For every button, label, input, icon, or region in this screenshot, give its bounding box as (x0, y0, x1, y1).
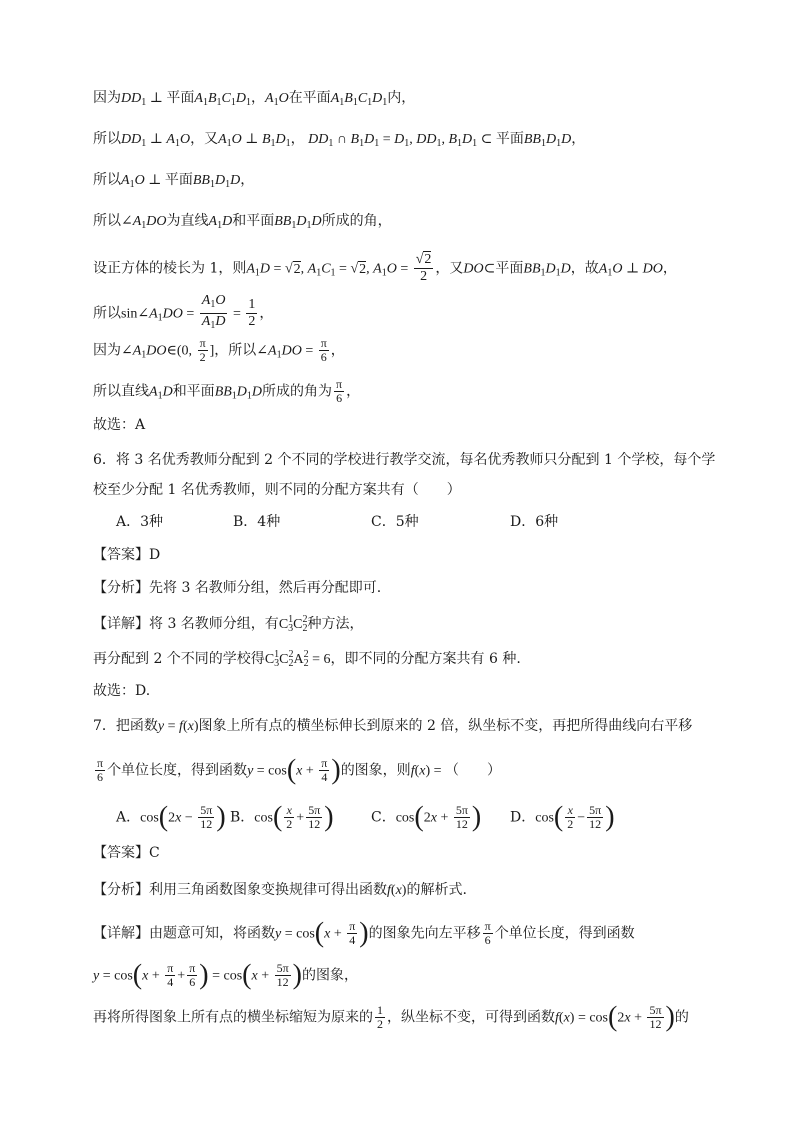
solution-line-4: 所以$\angle A_1DO$为直线$A_1D$和平面$BB_1D_1D$所成的角， (93, 213, 392, 231)
solution-line-1: 因为$DD_1$ ⊥ 平面$A_1B_1C_1D_1$，$A_1O$在平面$A_1B_1C_1D_1$内， (93, 90, 416, 108)
solution-line-3: 所以$A_1O$ ⊥ 平面$BB_1D_1D$， (93, 172, 255, 190)
solution-line-7: 因为$\angle A_1DO\in(0$, $\frac{\pi}{2}$ ]，所以$\angle A_1DO$ = $\frac{\pi}{6}$ ， (93, 336, 345, 364)
q7-detail-line-3: 再将所得图象上所有点的横坐标缩短为原来的 $\frac{1}{2}$ ，纵坐标不变，可得到函数f(x) = cos(2x + $\frac{5\pi}{12}$ )的 (93, 1001, 689, 1033)
choose-a: 故选：A (93, 417, 146, 433)
q6-answer: 【答案】D (93, 547, 161, 563)
q7-answer: 【答案】C (93, 845, 160, 861)
solution-line-5: 设正方体的棱长为 1，则$A_1D = √2$, $A_1C_1 = √2$, $A_1O$ = $\frac{√2}{2}$ ，又DO⊂平面$BB_1D_1D$，故$A_1O$ ⊥ DO， (93, 252, 677, 284)
q7-detail: 【详解】由题意可知，将函数y = cos(x + $\frac{\pi}{4}$ )的图象先向左平移 $\frac{\pi}{6}$ 个单位长度，得到函数 (93, 917, 635, 949)
q6-stem-line-1: 6．将 3 名优秀教师分配到 2 个不同的学校进行教学交流，每名优秀教师只分配到 1 个学校，每个学 (93, 452, 716, 468)
q6-stem-line-2: 校至少分配 1 名优秀教师，则不同的分配方案共有（ ） (93, 482, 461, 498)
analysis-tag: 【分析】 (93, 580, 149, 596)
q7-stem-line-2: $\frac{\pi}{6}$ 个单位长度，得到函数y = cos(x + $\frac{\pi}{4}$ )的图象，则f(x) = （ ） (97, 754, 502, 786)
q7-analysis: 【分析】利用三角函数图象变换规律可得出函数f(x)的解析式. (93, 882, 467, 898)
q7-stem-line-1: 7．把函数y = f(x)图象上所有点的横坐标伸长到原来的 2 倍，纵坐标不变，再把所得曲线向右平移 (93, 718, 693, 734)
solution-line-6: 所以$\sin\angle A_1DO$ = $\frac{A_1O}{A_1D}$ = $\frac{1}{2}$ ， (93, 293, 274, 331)
q7-option-c: C．cos(2x + $\frac{5\pi}{12}$ ) (371, 801, 482, 833)
answer-tag: 【答案】 (93, 547, 149, 563)
q7-option-b: B．cos( $\frac{x}{2}$ + $\frac{5\pi}{12}$ ) (230, 801, 334, 833)
q7-option-d: D．cos( $\frac{x}{2}$ − $\frac{5\pi}{12}$ ) (510, 801, 615, 833)
q6-option-c: C．5种 (371, 514, 419, 530)
q7-option-a: A．cos(2x − $\frac{5\pi}{12}$ ) (116, 801, 226, 833)
detail-tag: 【详解】 (93, 925, 149, 942)
q7-detail-line-2: y = cos(x + $\frac{\pi}{4}$ + $\frac{\pi}{6}$ ) = cos(x + $\frac{5\pi}{12}$ )的图象， (93, 959, 358, 991)
q6-analysis: 【分析】先将 3 名教师分组，然后再分配即可. (93, 580, 382, 596)
answer-tag: 【答案】 (93, 845, 149, 861)
detail-tag: 【详解】 (93, 616, 149, 632)
q6-choose: 故选：D. (93, 683, 151, 699)
solution-line-8: 所以直线$A_1D$和平面$BB_1D_1D$所成的角为 $\frac{\pi}{6}$ ， (93, 377, 361, 405)
q6-option-b: B．4种 (233, 514, 281, 530)
q6-detail: 【详解】将 3 名教师分组，有$C_3^1C_2^2$种方法， (93, 614, 364, 634)
analysis-tag: 【分析】 (93, 882, 149, 898)
solution-line-2: 所以$DD_1$ ⊥ $A_1O$，又$A_1O$ ⊥ $B_1D_1$， $DD_1$ ∩ $B_1D_1 = D_1$, $DD_1$, $B_1D_1$ ⊂ 平面$BB_1D_1D$， (93, 131, 586, 149)
q6-detail-line-2: 再分配到 2 个不同的学校得$C_3^1C_2^2A_2^2 = 6$，即不同的分配方案共有 6 种. (93, 649, 521, 669)
q6-option-d: D．6种 (510, 514, 559, 530)
q6-option-a: A．3种 (116, 514, 164, 530)
